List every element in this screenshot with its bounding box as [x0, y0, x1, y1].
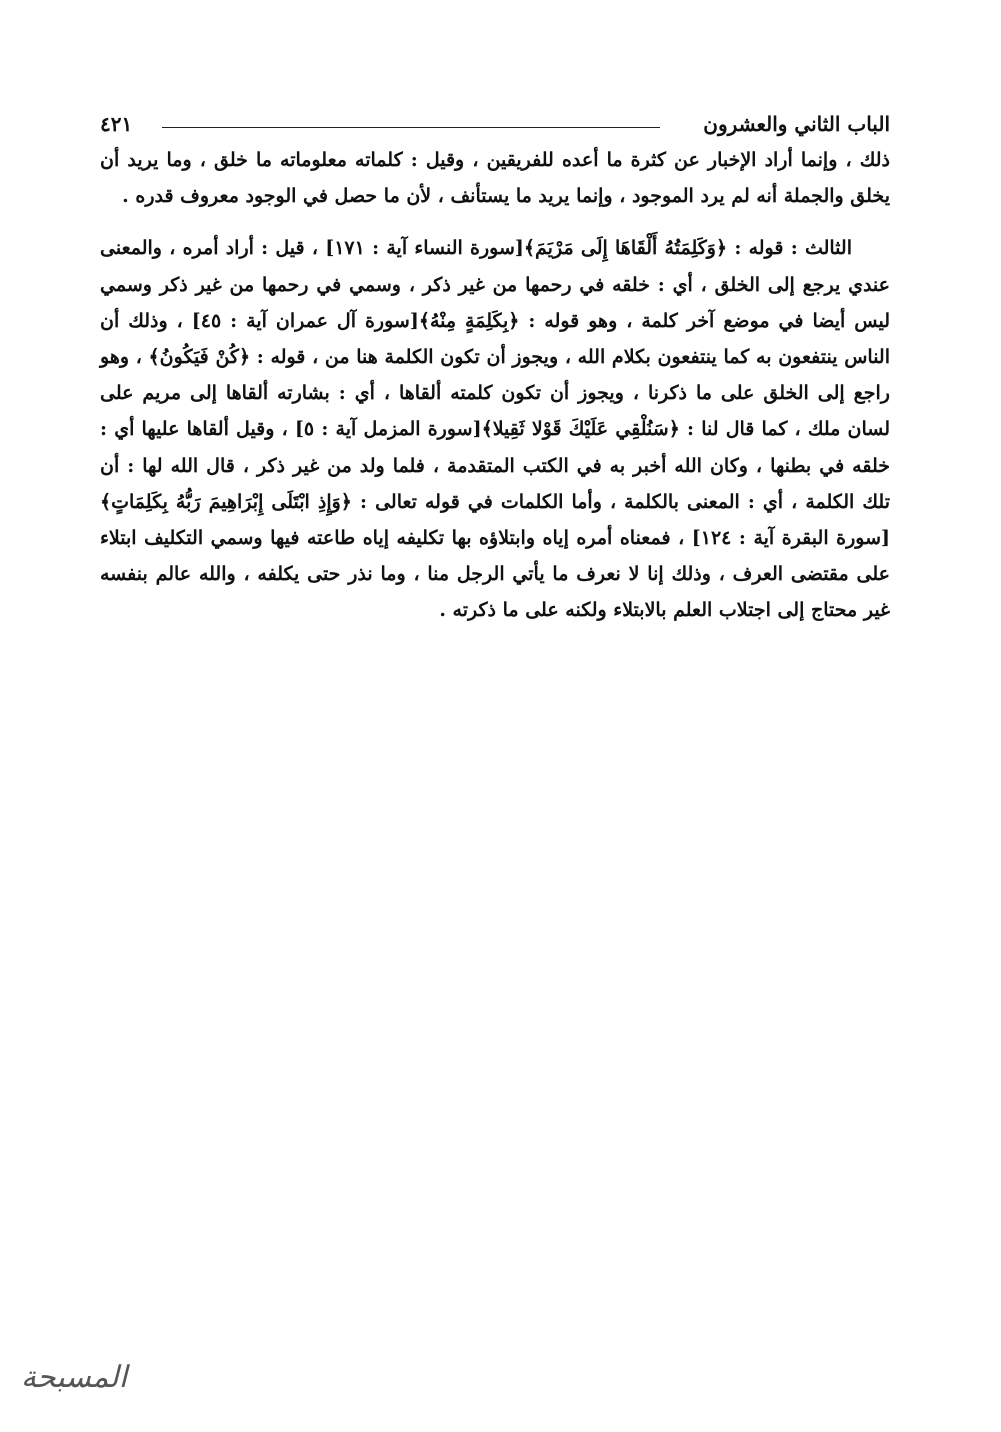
publisher-logo-text: المسبحة — [20, 1360, 128, 1395]
body-text — [100, 142, 890, 629]
paragraph-1: ذلك ، وإنما أراد الإخبار عن كثرة ما أعده للفريقين ، وقيل : كلماته معلوماته ما خلق ، وما يريد أن يخلق والجملة أنه لم يرد الموجود ، وإنما يريد ما يستأنف ، لأن ما حصل في الوجود معروف قدره . — [100, 149, 890, 208]
chapter-title: الباب الثاني والعشرون — [703, 112, 890, 136]
paragraph-2: الثالث : قوله : ﴿وَكَلِمَتُهُ أَلْقَاهَا إِلَى مَرْيَمَ﴾[سورة النساء آية : ١٧١] ، قيل : أراد أمره ، والمعنى عندي يرجع إلى الخلق ، أي : خلقه في رحمها من غير ذكر ، وسمي في رحمها من غير ذكر وسمي ليس أيضا في موضع آخر كلمة ، وهو قوله : ﴿بِكَلِمَةٍ مِنْهُ﴾[سورة آل عمران آية : ٤٥] ، وذلك أن الناس ينتفعون به كما ينتفعون بكلام الله ، ويجوز أن تكون الكلمة هنا من ، قوله : ﴿كُنْ فَيَكُونُ﴾ ، وهو راجع إلى الخلق على ما ذكرنا ، ويجوز أن تكون كلمته ألقاها ، أي : بشارته ألقاها إلى مريم على لسان ملك ، كما قال لنا : ﴿سَنُلْقِي عَلَيْكَ قَوْلا ثَقِيلا﴾[سورة المزمل آية : ٥] ، وقيل ألقاها عليها أي : خلقه في بطنها ، وكان الله أخبر به في الكتب المتقدمة ، فلما ولد من غير ذكر ، قال الله لها : أن تلك الكلمة ، أي : المعنى بالكلمة ، وأما الكلمات في قوله تعالى : ﴿وَإِذِ ابْتَلَى إِبْرَاهِيمَ رَبُّهُ بِكَلِمَاتٍ﴾[سورة البقرة آية : ١٢٤] ، فمعناه أمره إياه وابتلاؤه بها تكليفه إياه طاعته فيها وسمي التكليف ابتلاء على مقتضى العرف ، وذلك إنا لا نعرف ما يأتي الرجل منا ، وما نذر حتى يكلفه ، والله عالم بنفسه غير محتاج إلى اجتلاب العلم بالابتلاء ولكنه على ما ذكرته . — [100, 237, 891, 622]
header-rule — [162, 127, 660, 128]
publisher-logo — [14, 1358, 134, 1412]
page-number: ٤٢١ — [100, 112, 133, 136]
page-header — [100, 108, 890, 142]
